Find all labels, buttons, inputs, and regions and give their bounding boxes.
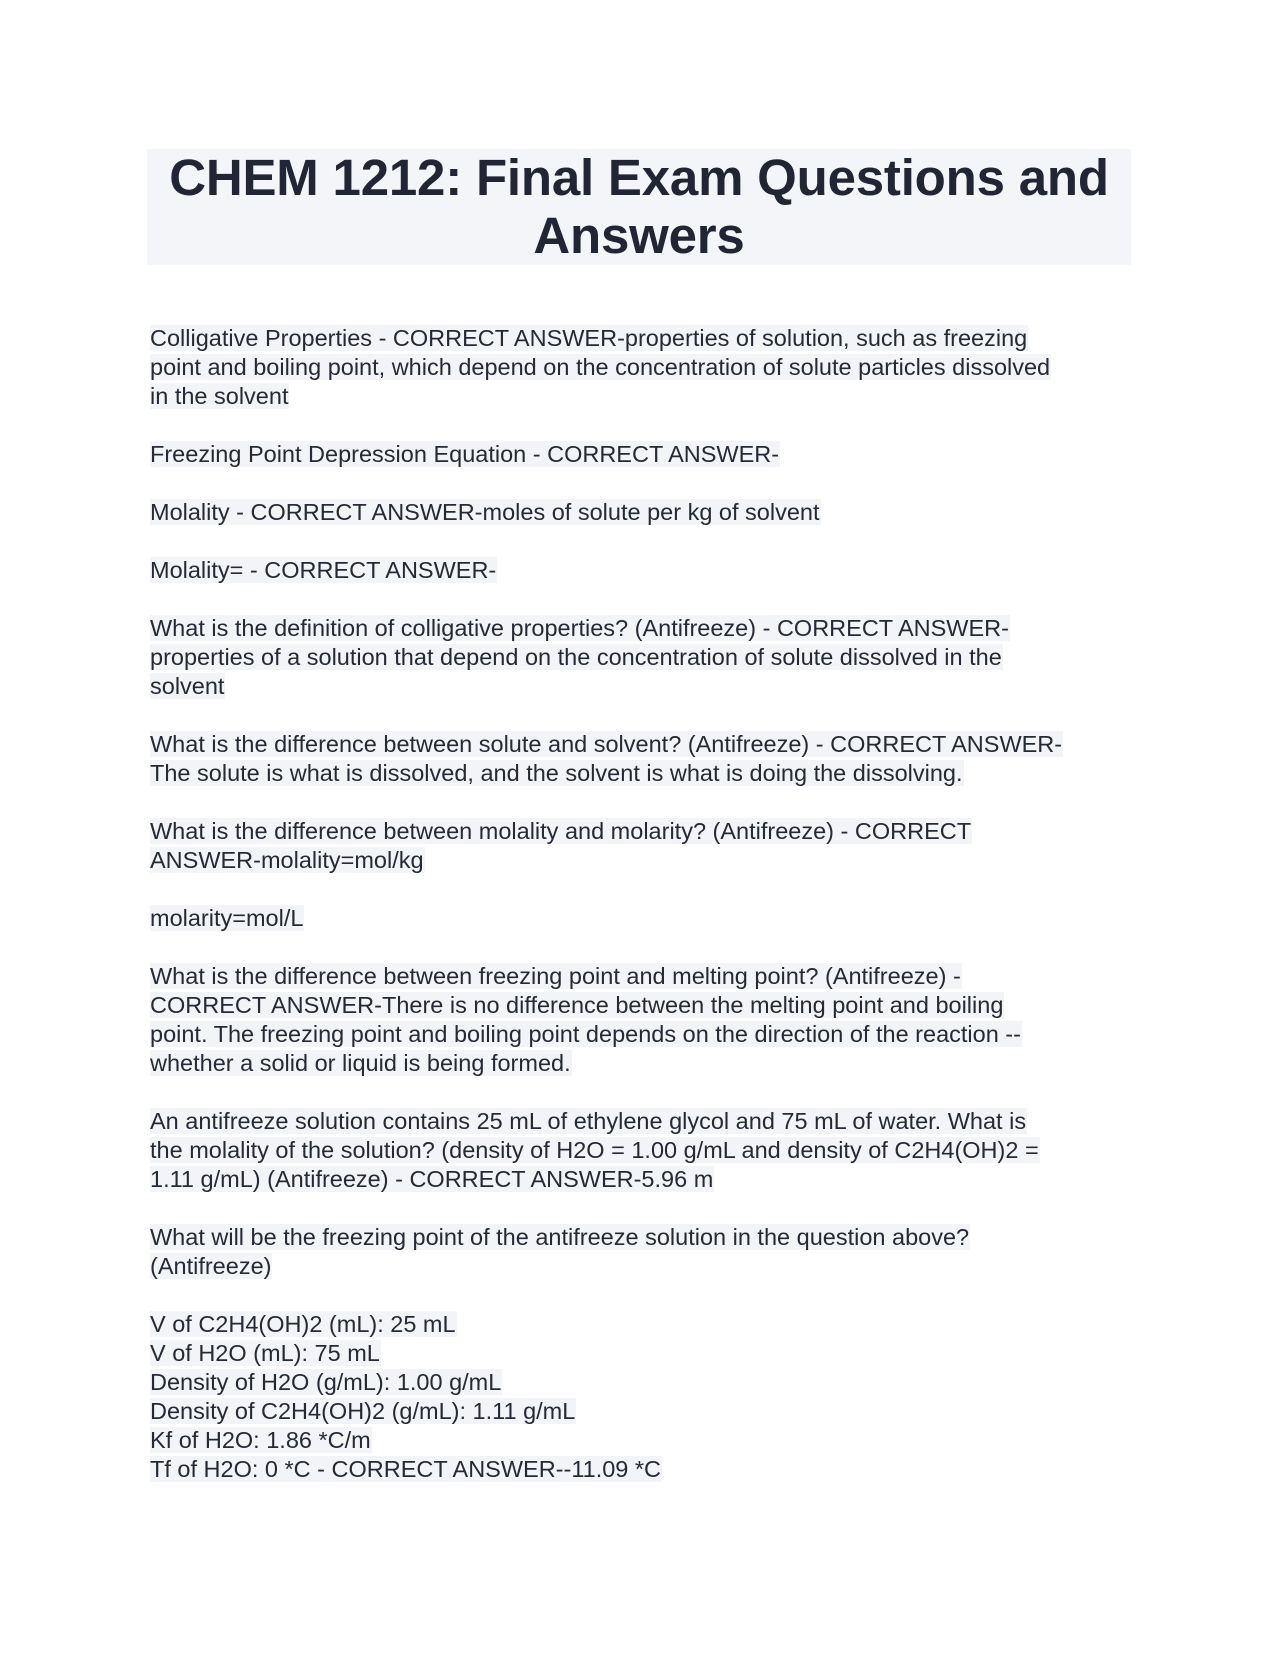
title-line-1: CHEM 1212: Final Exam Questions and: [169, 149, 1109, 206]
text-line: [150, 1252, 1140, 1281]
text-line-content: Colligative Properties - CORRECT ANSWER-properties of solution, such as freezing: [150, 325, 1028, 351]
qa-block: [150, 1223, 1140, 1281]
text-line: [150, 643, 1140, 672]
qa-block: [150, 904, 1140, 933]
page-title: [169, 149, 1109, 265]
text-line-content: V of H2O (mL): 75 mL: [150, 1340, 380, 1366]
text-line: [150, 1020, 1140, 1049]
text-line: [150, 324, 1140, 353]
text-line-content: An antifreeze solution contains 25 mL of ethylene glycol and 75 mL of water. What is: [150, 1108, 1027, 1134]
text-line: [150, 1107, 1140, 1136]
qa-block: [150, 556, 1140, 585]
text-line-content: V of C2H4(OH)2 (mL): 25 mL: [150, 1311, 456, 1337]
text-line-content: Tf of H2O: 0 *C - CORRECT ANSWER--11.09 *C: [150, 1456, 662, 1482]
qa-block: [150, 498, 1140, 527]
qa-block: [150, 730, 1140, 788]
text-line-content: CORRECT ANSWER-There is no difference between the melting point and boiling: [150, 992, 1004, 1018]
text-line: [150, 991, 1140, 1020]
text-line-content: point. The freezing point and boiling point depends on the direction of the reaction --: [150, 1021, 1021, 1047]
text-line: [150, 730, 1140, 759]
text-line: [150, 1223, 1140, 1252]
qa-block: [150, 440, 1140, 469]
text-line: [150, 1339, 1140, 1368]
text-line-content: What is the difference between solute and solvent? (Antifreeze) - CORRECT ANSWER-: [150, 731, 1063, 757]
text-line-content: point and boiling point, which depend on the concentration of solute particles dissolved: [150, 354, 1051, 380]
title-block: [147, 149, 1131, 265]
text-line: [150, 759, 1140, 788]
text-line-content: Density of H2O (g/mL): 1.00 g/mL: [150, 1369, 502, 1395]
text-line-content: the molality of the solution? (density of H2O = 1.00 g/mL and density of C2H4(OH)2 =: [150, 1137, 1039, 1163]
qa-content: [150, 324, 1140, 1513]
text-line: [150, 1136, 1140, 1165]
text-line: [150, 498, 1140, 527]
text-line: [150, 1397, 1140, 1426]
text-line-content: What is the definition of colligative properties? (Antifreeze) - CORRECT ANSWER-: [150, 615, 1009, 641]
text-line: [150, 440, 1140, 469]
text-line-content: in the solvent: [150, 383, 289, 409]
text-line: [150, 846, 1140, 875]
text-line: [150, 962, 1140, 991]
text-line-content: What will be the freezing point of the antifreeze solution in the question above?: [150, 1224, 970, 1250]
text-line-content: solvent: [150, 673, 225, 699]
text-line-content: (Antifreeze): [150, 1253, 272, 1279]
qa-block: [150, 962, 1140, 1078]
text-line: [150, 1165, 1140, 1194]
text-line-content: molarity=mol/L: [150, 905, 304, 931]
text-line-content: Freezing Point Depression Equation - CORRECT ANSWER-: [150, 441, 780, 467]
text-line-content: ANSWER-molality=mol/kg: [150, 847, 424, 873]
text-line: [150, 1310, 1140, 1339]
text-line: [150, 1368, 1140, 1397]
text-line: [150, 614, 1140, 643]
qa-block: [150, 1107, 1140, 1194]
text-line: [150, 1426, 1140, 1455]
text-line: [150, 672, 1140, 701]
text-line-content: whether a solid or liquid is being formed.: [150, 1050, 571, 1076]
qa-block: [150, 817, 1140, 875]
text-line-content: What is the difference between freezing point and melting point? (Antifreeze) -: [150, 963, 961, 989]
text-line-content: Molality - CORRECT ANSWER-moles of solute per kg of solvent: [150, 499, 820, 525]
text-line-content: properties of a solution that depend on the concentration of solute dissolved in the: [150, 644, 1002, 670]
text-line: [150, 382, 1140, 411]
qa-block: [150, 614, 1140, 701]
text-line: [150, 817, 1140, 846]
text-line-content: Molality= - CORRECT ANSWER-: [150, 557, 497, 583]
text-line-content: What is the difference between molality and molarity? (Antifreeze) - CORRECT: [150, 818, 972, 844]
text-line: [150, 1049, 1140, 1078]
text-line-content: 1.11 g/mL) (Antifreeze) - CORRECT ANSWER-5.96 m: [150, 1166, 714, 1192]
text-line: [150, 904, 1140, 933]
text-line: [150, 1455, 1140, 1484]
text-line-content: Kf of H2O: 1.86 *C/m: [150, 1427, 371, 1453]
text-line-content: The solute is what is dissolved, and the solvent is what is doing the dissolving.: [150, 760, 963, 786]
title-line-2: Answers: [533, 207, 745, 264]
qa-block: [150, 1310, 1140, 1484]
text-line-content: Density of C2H4(OH)2 (g/mL): 1.11 g/mL: [150, 1398, 576, 1424]
text-line: [150, 556, 1140, 585]
qa-block: [150, 324, 1140, 411]
text-line: [150, 353, 1140, 382]
